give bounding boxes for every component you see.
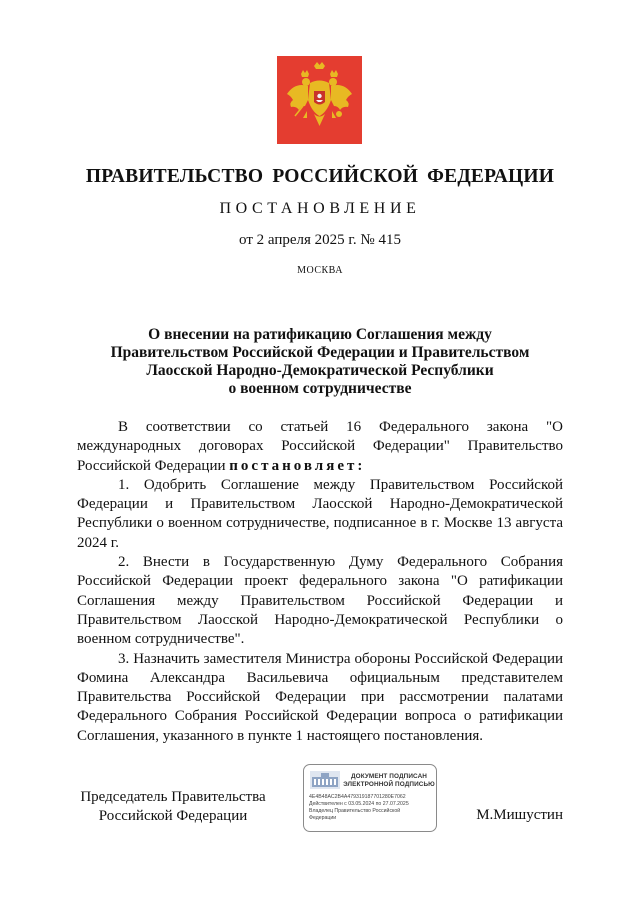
certificate-number: 4E4B48AC2B4A479319187701280E7062: [309, 794, 406, 800]
document-date-number: от 2 апреля 2025 г. № 415: [239, 232, 401, 248]
stamp-details: [309, 794, 435, 822]
stamp-heading: [342, 773, 436, 789]
stamp-heading-line: ДОКУМЕНТ ПОДПИСАН: [350, 773, 428, 780]
decree-word: постановляет:: [229, 457, 366, 474]
signatory-title-line: Российской Федерации: [98, 808, 248, 824]
government-building-icon: [310, 771, 340, 789]
subject-line: Лаосской Народно-Демократической Республики: [146, 362, 494, 379]
stamp-heading-line: ЭЛЕКТРОННОЙ ПОДПИСЬЮ: [343, 781, 435, 788]
subject-line: о военном сотрудничестве: [228, 380, 412, 397]
certificate-validity: Действителен с 03.05.2024 по 27.07.2025: [309, 801, 409, 807]
signatory-name: М.Мишустин: [476, 807, 563, 823]
signatory-title-line: Председатель Правительства: [80, 789, 266, 805]
decree-item: 2. Внести в Государственную Думу Федерального Собрания Российской Федерации проект федерального закона "О ратификации Соглашения между Правительством Российской Федерации и Правительством Лаосской Народно-Демократической Республики о военном сотрудничестве".: [77, 554, 563, 648]
decree-item: 1. Одобрить Соглашение между Правительством Российской Федерации и Правительством Лаосской Народно-Демократической Республики о военном сотрудничестве, подписанное в г. Москве 13 августа 2024 г.: [77, 476, 563, 551]
subject-line: О внесении на ратификацию Соглашения между: [148, 326, 492, 343]
document-subject: [110, 326, 530, 398]
electronic-signature-stamp: [303, 764, 437, 832]
preamble-paragraph: [77, 418, 563, 476]
decree-item: 3. Назначить заместителя Министра обороны Российской Федерации Фомина Александра Васильевича официальным представителем Правительства Российской Федерации при рассмотрении палатами Федерального Собрания Российской Федерации вопроса о ратификации Соглашения, указанного в пункте 1 настоящего постановления.: [77, 650, 563, 744]
document-type: ПОСТАНОВЛЕНИЕ: [219, 200, 421, 217]
preamble-text: В соответствии со статьей 16 Федерального закона "О международных договорах Российской Федерации" Правительство Российской Федерации: [77, 419, 563, 474]
city-label: МОСКВА: [297, 265, 343, 276]
government-title: ПРАВИТЕЛЬСТВО РОССИЙСКОЙ ФЕДЕРАЦИИ: [85, 166, 555, 187]
signatory-title: [78, 788, 268, 826]
certificate-owner: Федерации: [309, 815, 337, 821]
certificate-owner: Владелец Правительство Российской: [309, 808, 401, 814]
subject-line: Правительством Российской Федерации и Правительством: [110, 344, 530, 361]
state-emblem: [277, 56, 362, 144]
document-body: [77, 418, 563, 746]
coat-of-arms-icon: [277, 56, 362, 144]
